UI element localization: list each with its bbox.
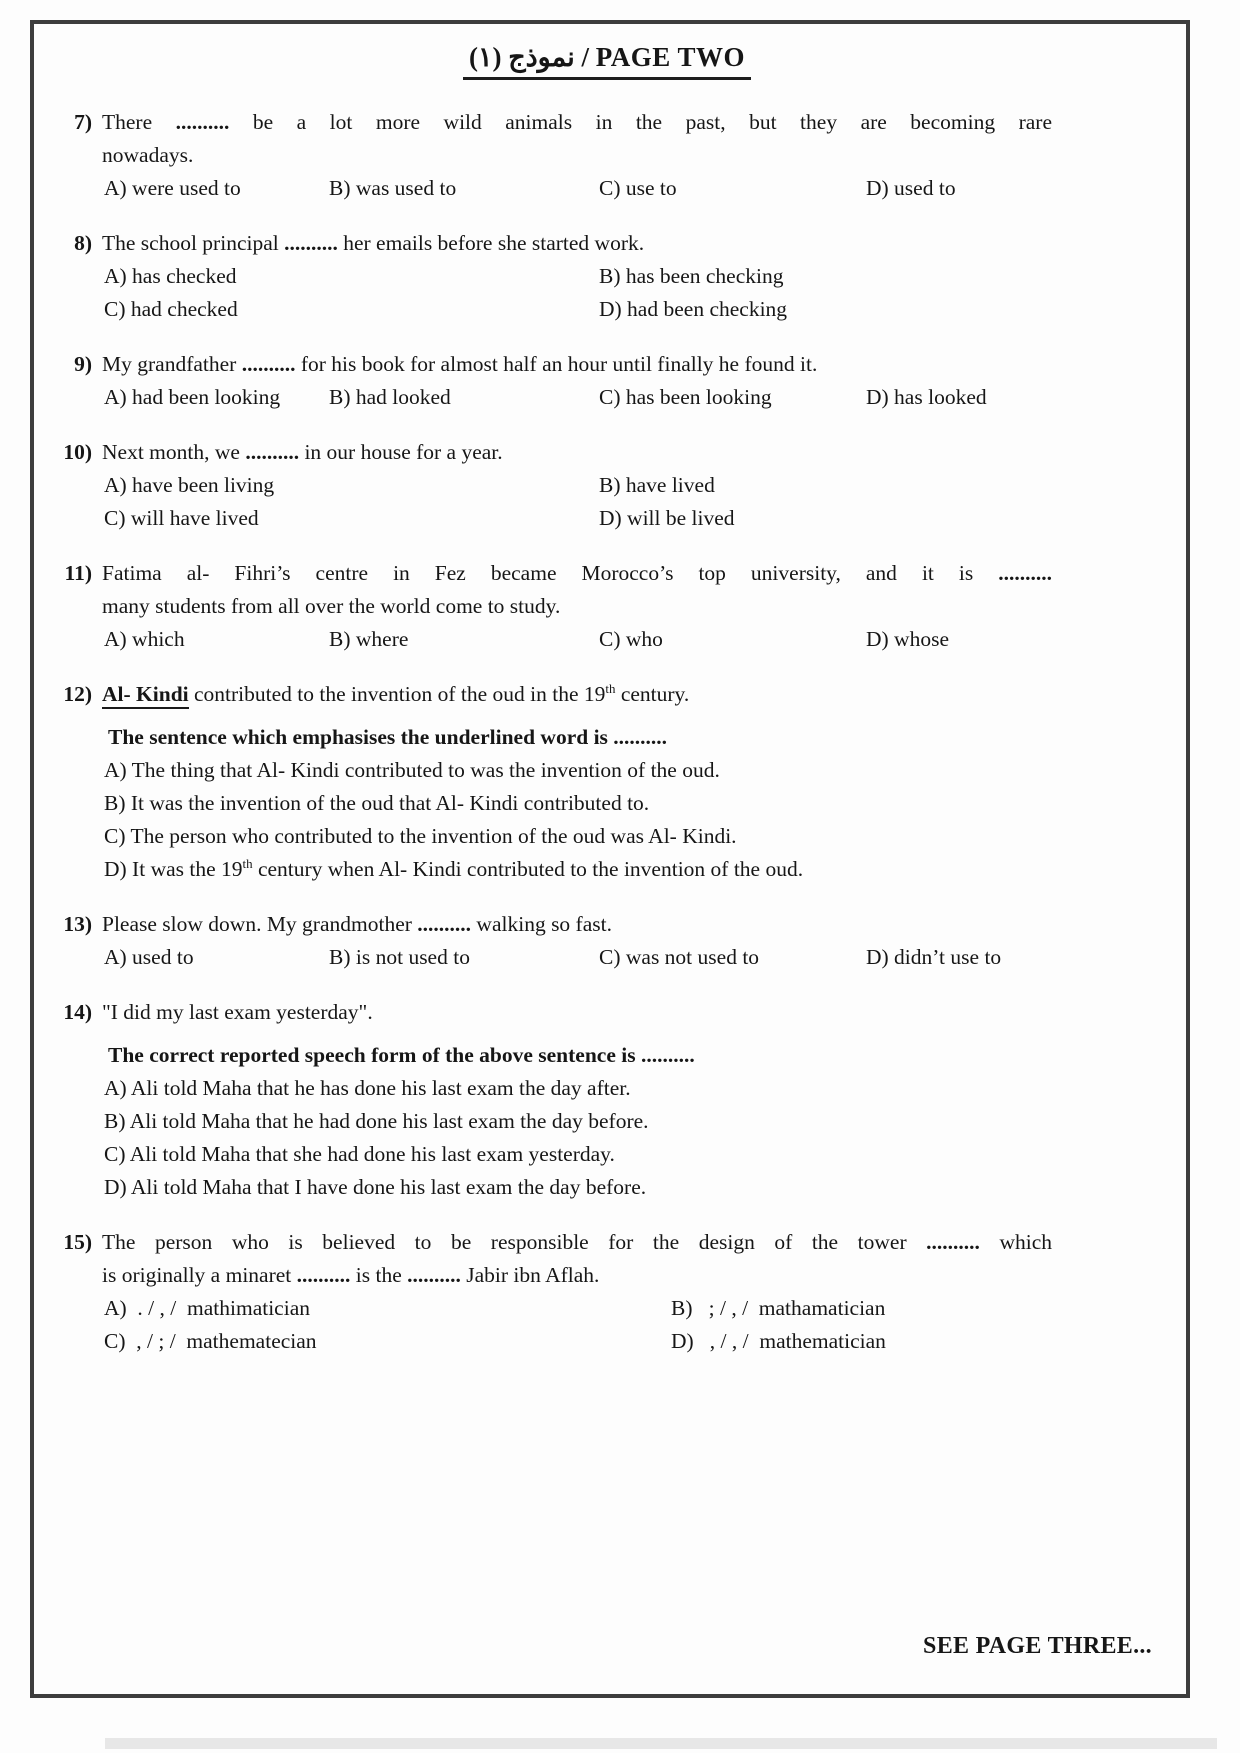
footer-note: SEE PAGE THREE... bbox=[923, 1633, 1152, 1659]
answer-option bbox=[104, 381, 329, 414]
text-segment: A) have been living bbox=[104, 473, 275, 497]
question-number: 13) bbox=[63, 912, 92, 936]
text-segment: C) Ali told Maha that she had done his last exam yesterday. bbox=[104, 1142, 615, 1166]
text-segment: "I did my last exam yesterday". bbox=[102, 1000, 373, 1024]
answer-option bbox=[599, 502, 1052, 535]
answer-option bbox=[329, 941, 599, 974]
answer-option bbox=[866, 623, 1052, 656]
text-segment: D) didn’t use to bbox=[866, 945, 1002, 969]
text-segment: The sentence which emphasises the underlined word is .......... bbox=[108, 725, 668, 749]
text-segment: There bbox=[102, 110, 176, 134]
answer-option bbox=[866, 941, 1052, 974]
text-segment: My grandfather bbox=[102, 352, 242, 376]
answer-option bbox=[599, 293, 1052, 326]
question-number: 9) bbox=[74, 352, 92, 376]
text-segment: B) where bbox=[329, 627, 409, 651]
text-segment: th bbox=[605, 681, 616, 696]
question-number: 14) bbox=[63, 1000, 92, 1024]
text-segment: Al- Kindi bbox=[102, 682, 189, 709]
answer-option bbox=[671, 1292, 1052, 1325]
question bbox=[48, 678, 1166, 886]
text-segment: .......... bbox=[175, 110, 230, 134]
answer-option bbox=[104, 293, 599, 326]
text-segment: in our house for a year. bbox=[299, 440, 503, 464]
text-segment: C) who bbox=[599, 627, 663, 651]
text-segment: B) have lived bbox=[599, 473, 715, 497]
exam-page-frame bbox=[30, 20, 1190, 1698]
answer-option bbox=[104, 623, 329, 656]
options-group bbox=[104, 941, 1052, 974]
question-stem-line bbox=[102, 1259, 1052, 1292]
question-number: 15) bbox=[63, 1230, 92, 1254]
scan-edge-strip bbox=[105, 1738, 1217, 1749]
question-number: 10) bbox=[63, 440, 92, 464]
text-segment: B) is not used to bbox=[329, 945, 470, 969]
text-segment: walking so fast. bbox=[471, 912, 612, 936]
text-segment: many students from all over the world come to study. bbox=[102, 594, 561, 618]
answer-option bbox=[104, 754, 1052, 787]
text-segment: A) used to bbox=[104, 945, 194, 969]
question bbox=[48, 106, 1166, 205]
text-segment: th bbox=[242, 856, 253, 871]
options-group bbox=[104, 623, 1052, 656]
text-segment: be a lot more wild animals in the past, but they are becoming rare bbox=[229, 110, 1052, 134]
answer-option bbox=[104, 1072, 1052, 1105]
text-segment: A) were used to bbox=[104, 176, 241, 200]
text-segment: .......... bbox=[998, 561, 1052, 585]
answer-option bbox=[104, 172, 329, 205]
question-stem-line bbox=[102, 227, 1052, 260]
answer-option bbox=[866, 381, 1052, 414]
question-stem-line bbox=[102, 557, 1052, 590]
text-segment: A) Ali told Maha that he has done his last exam the day after. bbox=[104, 1076, 631, 1100]
answer-option bbox=[866, 172, 1052, 205]
text-segment: C) had checked bbox=[104, 297, 238, 321]
header bbox=[48, 40, 1166, 80]
answer-option bbox=[671, 1325, 1052, 1358]
text-segment: The school principal bbox=[102, 231, 285, 255]
text-segment: B) has been checking bbox=[599, 264, 784, 288]
text-segment: .......... bbox=[241, 352, 296, 376]
answer-option bbox=[329, 623, 599, 656]
text-segment: Jabir ibn Aflah. bbox=[460, 1263, 600, 1287]
question-stem-line bbox=[102, 678, 1052, 711]
options-group bbox=[104, 1072, 1052, 1204]
text-segment: The person who is believed to be responsible for the design of the tower bbox=[102, 1230, 927, 1254]
answer-option bbox=[599, 172, 866, 205]
question bbox=[48, 348, 1166, 414]
options-group bbox=[104, 1292, 1052, 1358]
question-stem-line bbox=[102, 1226, 1052, 1259]
text-segment: B) was used to bbox=[329, 176, 457, 200]
answer-option bbox=[104, 941, 329, 974]
answer-option bbox=[104, 1138, 1052, 1171]
question-stem-line bbox=[102, 348, 1052, 381]
question-stem-line bbox=[102, 436, 1052, 469]
answer-option bbox=[104, 1105, 1052, 1138]
answer-option bbox=[104, 820, 1052, 853]
answer-option bbox=[599, 381, 866, 414]
question-body bbox=[102, 436, 1052, 535]
text-segment: A) which bbox=[104, 627, 185, 651]
text-segment: century. bbox=[615, 682, 690, 706]
question-stem-line bbox=[102, 996, 1052, 1029]
answer-option bbox=[104, 502, 599, 535]
question bbox=[48, 227, 1166, 326]
answer-option bbox=[599, 469, 1052, 502]
text-segment: A) had been looking bbox=[104, 385, 281, 409]
text-segment: .......... bbox=[296, 1263, 351, 1287]
text-segment: D) used to bbox=[866, 176, 956, 200]
question-stem-line bbox=[102, 106, 1052, 139]
text-segment: D) It was the 19 bbox=[104, 857, 243, 881]
question-stem-line bbox=[102, 139, 1052, 172]
text-segment: contributed to the invention of the oud in the 19 bbox=[188, 682, 606, 706]
text-segment: C) The person who contributed to the invention of the oud was Al- Kindi. bbox=[104, 824, 737, 848]
answer-option bbox=[599, 260, 1052, 293]
text-segment: D) had been checking bbox=[599, 297, 788, 321]
question bbox=[48, 908, 1166, 974]
question bbox=[48, 557, 1166, 656]
text-segment: .......... bbox=[407, 1263, 461, 1287]
text-segment: for his book for almost half an hour until finally he found it. bbox=[295, 352, 818, 376]
text-segment: D) Ali told Maha that I have done his last exam the day before. bbox=[104, 1175, 647, 1199]
text-segment: A) has checked bbox=[104, 264, 237, 288]
text-segment: .......... bbox=[245, 440, 300, 464]
answer-option bbox=[599, 941, 866, 974]
text-segment: B) It was the invention of the oud that Al- Kindi contributed to. bbox=[104, 791, 650, 815]
question-number: 11) bbox=[64, 561, 92, 585]
question-number: 8) bbox=[74, 231, 92, 255]
text-segment: is the bbox=[350, 1263, 408, 1287]
text-segment: The correct reported speech form of the above sentence is .......... bbox=[108, 1043, 695, 1067]
answer-option bbox=[104, 260, 599, 293]
text-segment: her emails before she started work. bbox=[337, 231, 645, 255]
page-title: نموذج (١) / PAGE TWO bbox=[463, 40, 751, 80]
text-segment: Please slow down. My grandmother bbox=[102, 912, 418, 936]
text-segment: Next month, we bbox=[102, 440, 246, 464]
text-segment: nowadays. bbox=[102, 143, 194, 167]
text-segment: D) has looked bbox=[866, 385, 987, 409]
answer-option bbox=[104, 787, 1052, 820]
text-segment: B) Ali told Maha that he had done his last exam the day before. bbox=[104, 1109, 649, 1133]
question-stem-line bbox=[102, 908, 1052, 941]
options-group bbox=[104, 260, 1052, 326]
question-number: 12) bbox=[63, 682, 92, 706]
options-group bbox=[104, 381, 1052, 414]
text-segment: is originally a minaret bbox=[102, 1263, 297, 1287]
question bbox=[48, 996, 1166, 1204]
text-segment: .......... bbox=[284, 231, 338, 255]
text-segment: C) was not used to bbox=[599, 945, 760, 969]
text-segment: B) ; / , / mathamatician bbox=[671, 1296, 886, 1320]
text-segment: B) had looked bbox=[329, 385, 451, 409]
question-body bbox=[102, 908, 1052, 974]
answer-option bbox=[329, 172, 599, 205]
question-body bbox=[102, 996, 1052, 1204]
text-segment: C) , / ; / mathematecian bbox=[104, 1329, 317, 1353]
answer-option bbox=[329, 381, 599, 414]
answer-option bbox=[599, 623, 866, 656]
text-segment: .......... bbox=[926, 1230, 980, 1254]
text-segment: D) whose bbox=[866, 627, 949, 651]
question bbox=[48, 1226, 1166, 1358]
question-body bbox=[102, 227, 1052, 326]
question-instruction bbox=[108, 1039, 1052, 1072]
text-segment: C) use to bbox=[599, 176, 677, 200]
question-number: 7) bbox=[74, 110, 92, 134]
options-group bbox=[104, 172, 1052, 205]
question-body bbox=[102, 557, 1052, 656]
text-segment: A) The thing that Al- Kindi contributed to was the invention of the oud. bbox=[104, 758, 720, 782]
questions-list bbox=[48, 106, 1166, 1358]
text-segment: century when Al- Kindi contributed to the invention of the oud. bbox=[252, 857, 804, 881]
text-segment: C) will have lived bbox=[104, 506, 259, 530]
question-stem-line bbox=[102, 590, 1052, 623]
text-segment: .......... bbox=[417, 912, 472, 936]
question-instruction bbox=[108, 721, 1052, 754]
question bbox=[48, 436, 1166, 535]
text-segment: D) , / , / mathematician bbox=[671, 1329, 886, 1353]
answer-option bbox=[104, 469, 599, 502]
answer-option bbox=[104, 1325, 671, 1358]
text-segment: Fatima al- Fihri’s centre in Fez became Morocco’s top university, and it is bbox=[102, 561, 999, 585]
text-segment: D) will be lived bbox=[599, 506, 735, 530]
question-body bbox=[102, 348, 1052, 414]
text-segment: which bbox=[979, 1230, 1052, 1254]
answer-option bbox=[104, 853, 1052, 886]
text-segment: C) has been looking bbox=[599, 385, 772, 409]
text-segment: A) . / , / mathimatician bbox=[104, 1296, 310, 1320]
answer-option bbox=[104, 1292, 671, 1325]
answer-option bbox=[104, 1171, 1052, 1204]
options-group bbox=[104, 469, 1052, 535]
question-body bbox=[102, 1226, 1052, 1358]
options-group bbox=[104, 754, 1052, 886]
question-body bbox=[102, 678, 1052, 886]
question-body bbox=[102, 106, 1052, 205]
